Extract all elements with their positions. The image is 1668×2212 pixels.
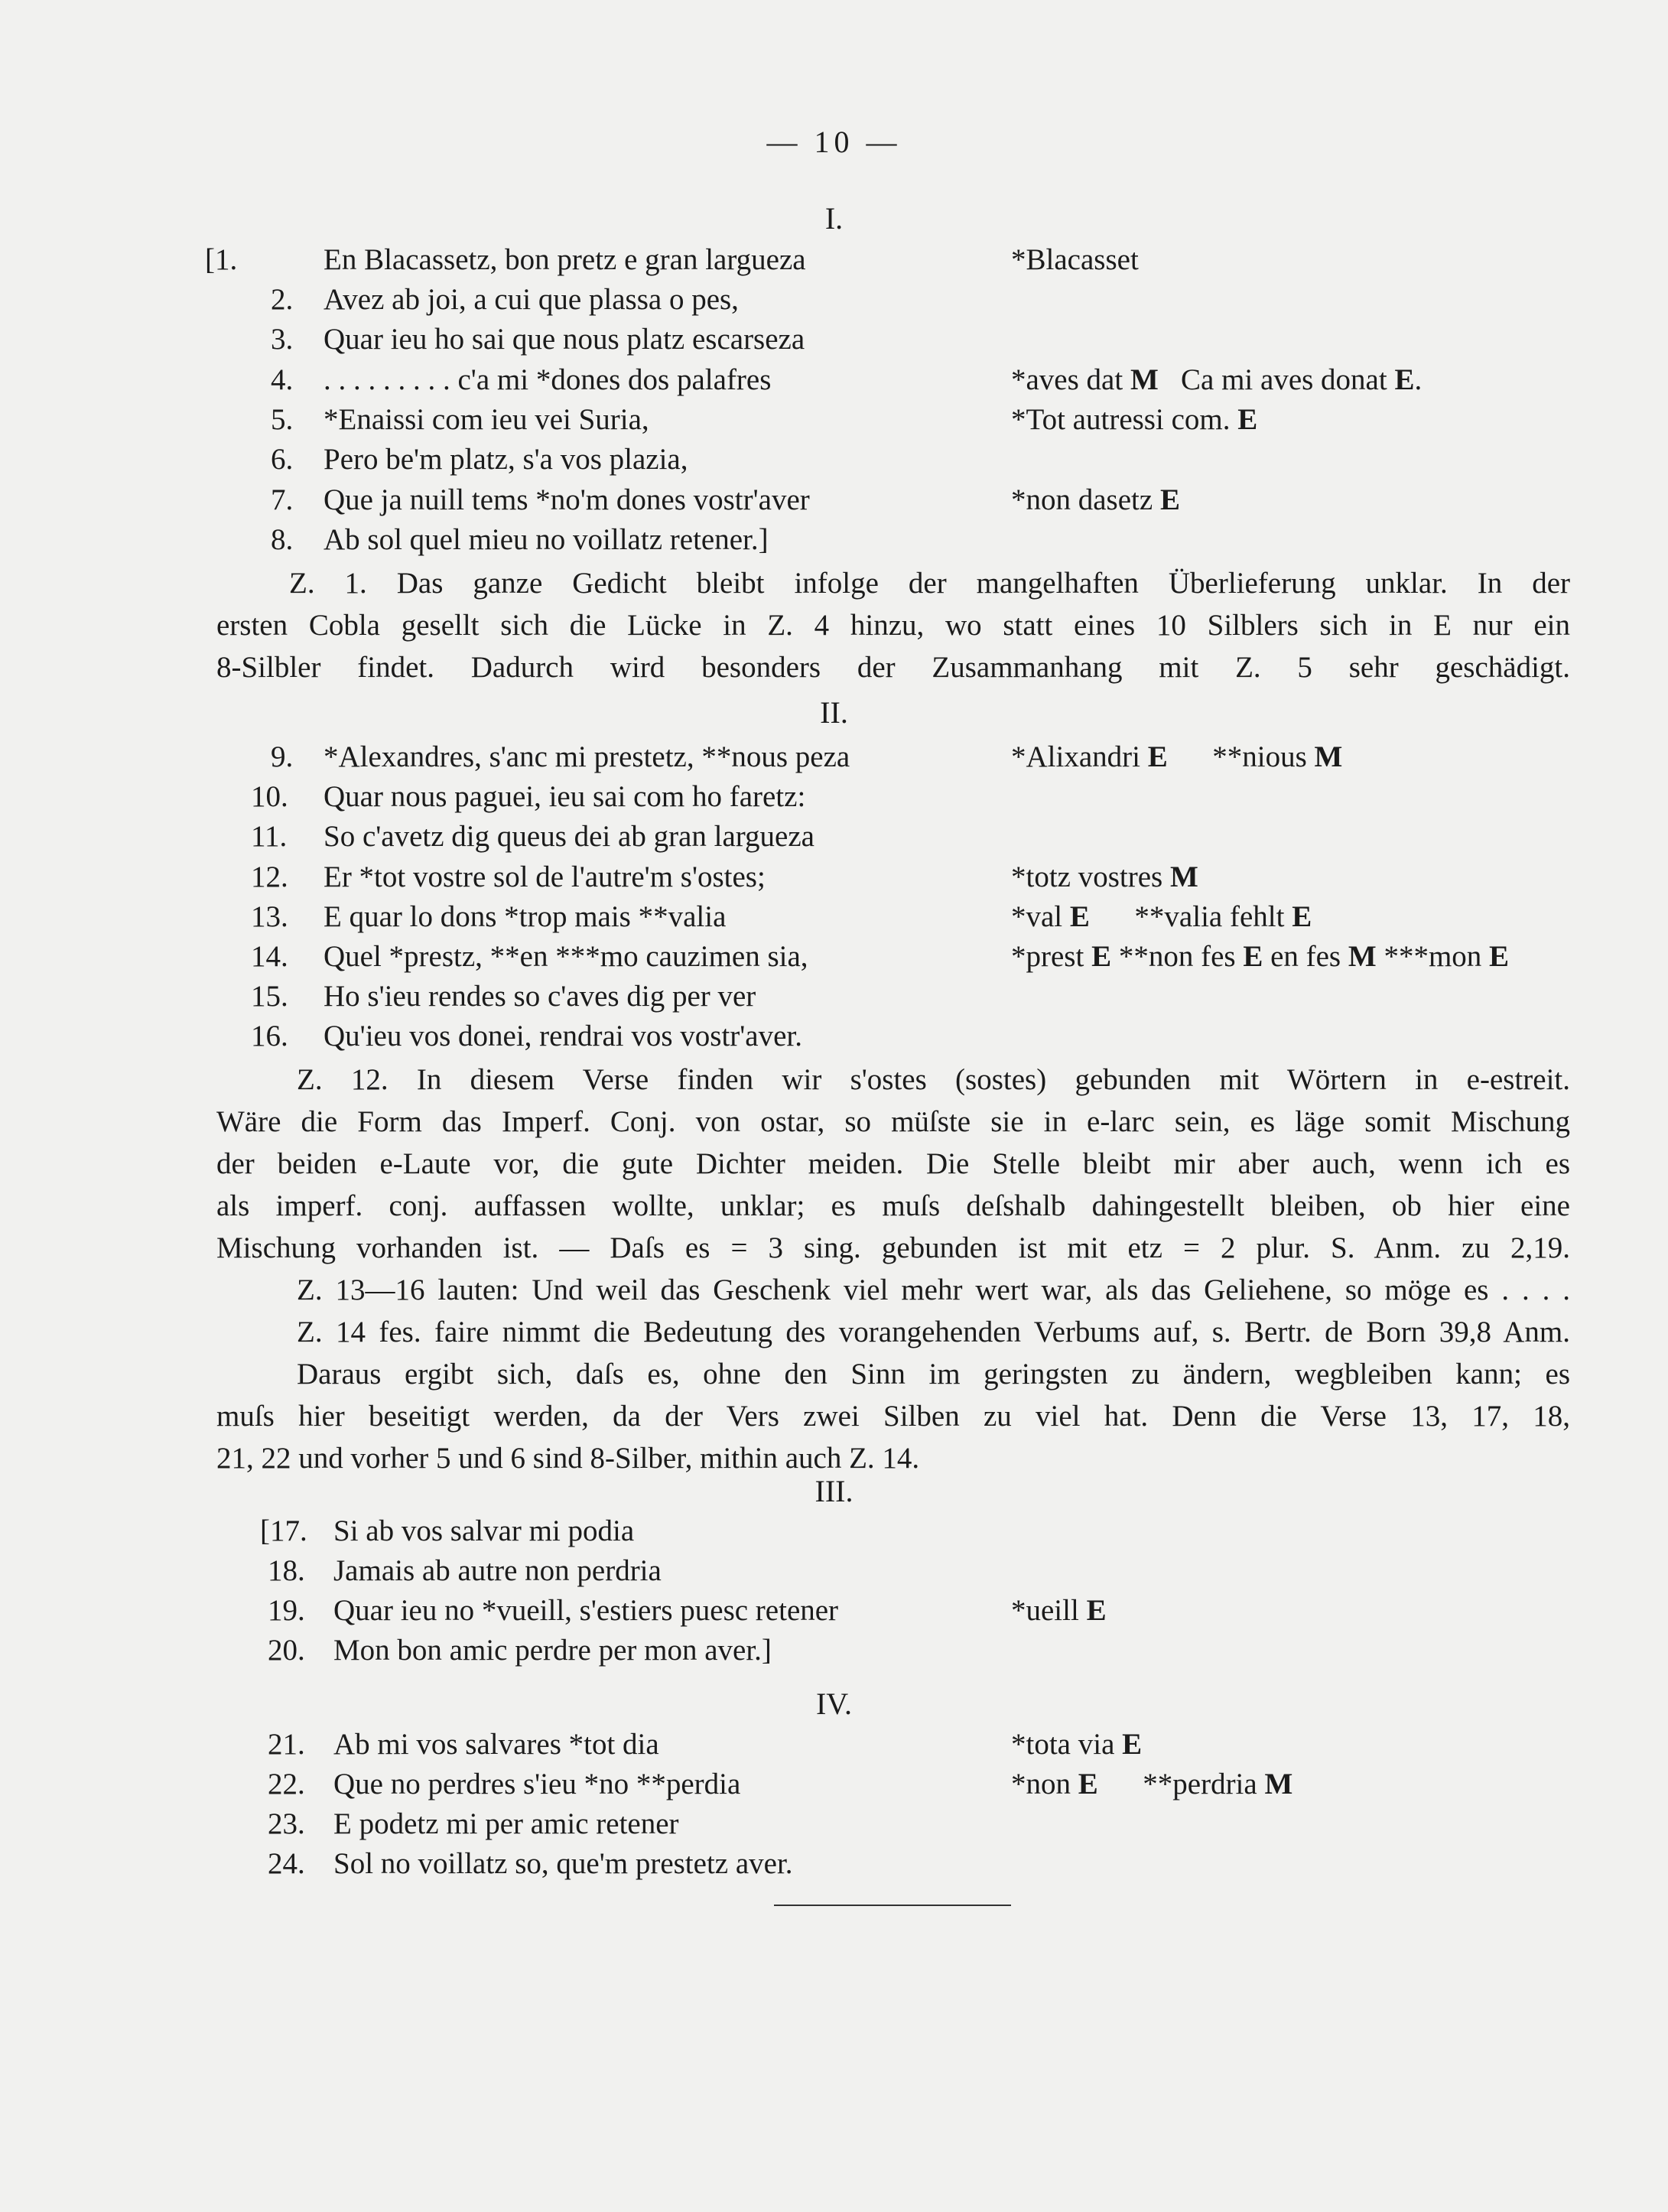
verse-number: 16. xyxy=(251,1020,288,1052)
commentary-note xyxy=(216,1269,1570,1311)
verse-line xyxy=(243,899,932,939)
verse-line xyxy=(205,242,932,282)
note-line: als imperf. conj. auffassen wollte, unklar; es muſs deſshalb dahingestellt bleiben, ob hier eine xyxy=(216,1189,1570,1222)
verse-number: 15. xyxy=(251,980,288,1013)
verse-text: Quel *prestz, **en ***mo cauzimen sia, xyxy=(324,940,808,973)
verse-number: 13. xyxy=(251,900,288,933)
verse-line xyxy=(243,779,932,819)
verse-text: So c'avetz dig queus dei ab gran largueza xyxy=(324,820,814,853)
variant-note: *non E **perdria M xyxy=(1011,1768,1293,1801)
note-line: Mischung vorhanden ist. — Daſs es = 3 sing. gebunden ist mit etz = 2 plur. S. Anm. zu 2,19. xyxy=(216,1231,1570,1264)
verse-number: [17. xyxy=(260,1514,307,1547)
verse-text: Mon bon amic perdre per mon aver.] xyxy=(333,1634,772,1667)
verse-line xyxy=(243,522,932,562)
verse-number: 24. xyxy=(268,1847,305,1880)
verse-number: 9. xyxy=(271,740,294,773)
verse-number: 6. xyxy=(271,443,294,476)
verse-number: [1. xyxy=(205,243,238,276)
verse-text: Jamais ab autre non perdria xyxy=(333,1554,662,1587)
variant-note: *aves dat M Ca mi aves donat E. xyxy=(1011,363,1423,396)
verse-text: En Blacassetz, bon pretz e gran largueza xyxy=(324,243,806,276)
variant-note: *Tot autressi com. E xyxy=(1011,403,1258,436)
end-rule xyxy=(774,1905,1011,1906)
verse-line xyxy=(243,1593,932,1633)
page-number: — 10 — xyxy=(766,125,902,159)
verse-number: 3. xyxy=(271,323,294,356)
note-line: Z. 12. In diesem Verse finden wir s'ostes (sostes) gebunden mit Wörtern in e-estreit. xyxy=(297,1063,1570,1096)
stanza-heading-1: I. xyxy=(824,201,844,236)
commentary-note xyxy=(216,562,1570,688)
note-line: Daraus ergibt sich, daſs es, ohne den Sinn im geringsten zu ändern, wegbleiben kann; es xyxy=(297,1358,1570,1391)
note-line: 8-Silbler findet. Dadurch wird besonders der Zusammanhang mit Z. 5 sehr geschädigt. xyxy=(216,651,1570,684)
variant-note: *ueill E xyxy=(1011,1594,1107,1627)
verse-text: Que no perdres s'ieu *no **perdia xyxy=(333,1768,741,1801)
verse-number: 5. xyxy=(271,403,294,436)
verse-number: 18. xyxy=(268,1554,305,1587)
variant-note: *prest E **non fes E en fes M ***mon E xyxy=(1011,940,1510,973)
verse-number: 11. xyxy=(251,820,288,853)
verse-line xyxy=(243,402,932,442)
verse-number: 19. xyxy=(268,1594,305,1627)
verse-line xyxy=(243,1019,932,1059)
verse-line xyxy=(243,740,932,779)
note-line: Z. 1. Das ganze Gedicht bleibt infolge der mangelhaften Überlieferung unklar. In der xyxy=(289,567,1570,600)
verse-text: Qu'ieu vos donei, rendrai vos vostr'aver. xyxy=(324,1020,802,1052)
verse-line xyxy=(243,1767,932,1807)
verse-line xyxy=(243,1514,932,1553)
verse-line xyxy=(243,442,932,482)
verse-number: 21. xyxy=(268,1728,305,1761)
verse-text: Quar ieu no *vueill, s'estiers puesc retener xyxy=(333,1594,839,1627)
verse-line xyxy=(243,1727,932,1767)
note-line: der beiden e-Laute vor, die gute Dichter meiden. Die Stelle bleibt mir aber auch, wenn ich es xyxy=(216,1147,1570,1180)
verse-line xyxy=(243,1807,932,1846)
verse-number: 22. xyxy=(268,1768,305,1801)
verse-text: Ho s'ieu rendes so c'aves dig per ver xyxy=(324,980,756,1013)
verse-text: Avez ab joi, a cui que plassa o pes, xyxy=(324,283,739,316)
verse-number: 7. xyxy=(271,483,294,516)
commentary-note xyxy=(216,1311,1570,1479)
variant-note: *Blacasset xyxy=(1011,243,1139,276)
verse-line xyxy=(243,363,932,402)
verse-text: Pero be'm platz, s'a vos plazia, xyxy=(324,443,688,476)
verse-text: E podetz mi per amic retener xyxy=(333,1807,679,1840)
verse-line xyxy=(243,1553,932,1593)
variant-note: *Alixandri E **nious M xyxy=(1011,740,1343,773)
verse-number: 14. xyxy=(251,940,288,973)
note-line: ersten Cobla gesellt sich die Lücke in Z. 4 hinzu, wo statt eines 10 Silblers sich in E nur ein xyxy=(216,609,1570,642)
verse-text: E quar lo dons *trop mais **valia xyxy=(324,900,727,933)
note-line: muſs hier beseitigt werden, da der Vers zwei Silben zu viel hat. Denn die Verse 13, 17, 18, xyxy=(216,1400,1570,1433)
verse-line xyxy=(243,282,932,322)
verse-number: 8. xyxy=(271,523,294,556)
verse-text: Sol no voillatz so, que'm prestetz aver. xyxy=(333,1847,793,1880)
verse-number: 20. xyxy=(268,1634,305,1667)
stanza-heading-4: IV. xyxy=(815,1687,853,1721)
verse-line xyxy=(243,1633,932,1673)
verse-line xyxy=(243,322,932,362)
verse-number: 10. xyxy=(251,780,288,813)
verse-line xyxy=(243,483,932,522)
verse-line xyxy=(243,979,932,1019)
verse-number: 23. xyxy=(268,1807,305,1840)
verse-line xyxy=(243,939,932,979)
verse-line xyxy=(243,819,932,859)
stanza-heading-3: III. xyxy=(814,1474,854,1508)
verse-text: Er *tot vostre sol de l'autre'm s'ostes; xyxy=(324,860,766,893)
verse-line xyxy=(243,1846,932,1886)
verse-line xyxy=(243,860,932,899)
stanza-heading-2: II. xyxy=(820,695,848,730)
variant-note: *val E **valia fehlt E xyxy=(1011,900,1312,933)
verse-number: 2. xyxy=(271,283,294,316)
verse-text: *Enaissi com ieu vei Suria, xyxy=(324,403,649,436)
note-line: Z. 14 fes. faire nimmt die Bedeutung des vorangehenden Verbums auf, s. Bertr. de Born 39,8 Anm. xyxy=(297,1316,1570,1348)
note-line: 21, 22 und vorher 5 und 6 sind 8-Silber, mithin auch Z. 14. xyxy=(216,1442,920,1475)
variant-note: *totz vostres M xyxy=(1011,860,1198,893)
commentary-note xyxy=(216,1059,1570,1269)
verse-text: Si ab vos salvar mi podia xyxy=(333,1514,635,1547)
verse-text: Ab sol quel mieu no voillatz retener.] xyxy=(324,523,769,556)
verse-text: . . . . . . . . . c'a mi *dones dos palafres xyxy=(324,363,772,396)
variant-note: *non dasetz E xyxy=(1011,483,1180,516)
note-line: Wäre die Form das Imperf. Conj. von ostar, so müſste sie in e-larc sein, es läge somit Mischung xyxy=(216,1105,1570,1138)
verse-number: 4. xyxy=(271,363,294,396)
verse-text: Quar ieu ho sai que nous platz escarseza xyxy=(324,323,805,356)
variant-note: *tota via E xyxy=(1011,1728,1143,1761)
verse-number: 12. xyxy=(251,860,288,893)
note-line: Z. 13—16 lauten: Und weil das Geschenk viel mehr wert war, als das Geliehene, so möge es . . . . xyxy=(297,1274,1570,1306)
verse-text: Quar nous paguei, ieu sai com ho faretz: xyxy=(324,780,806,813)
verse-text: *Alexandres, s'anc mi prestetz, **nous peza xyxy=(324,740,850,773)
verse-text: Que ja nuill tems *no'm dones vostr'aver xyxy=(324,483,810,516)
verse-text: Ab mi vos salvares *tot dia xyxy=(333,1728,659,1761)
